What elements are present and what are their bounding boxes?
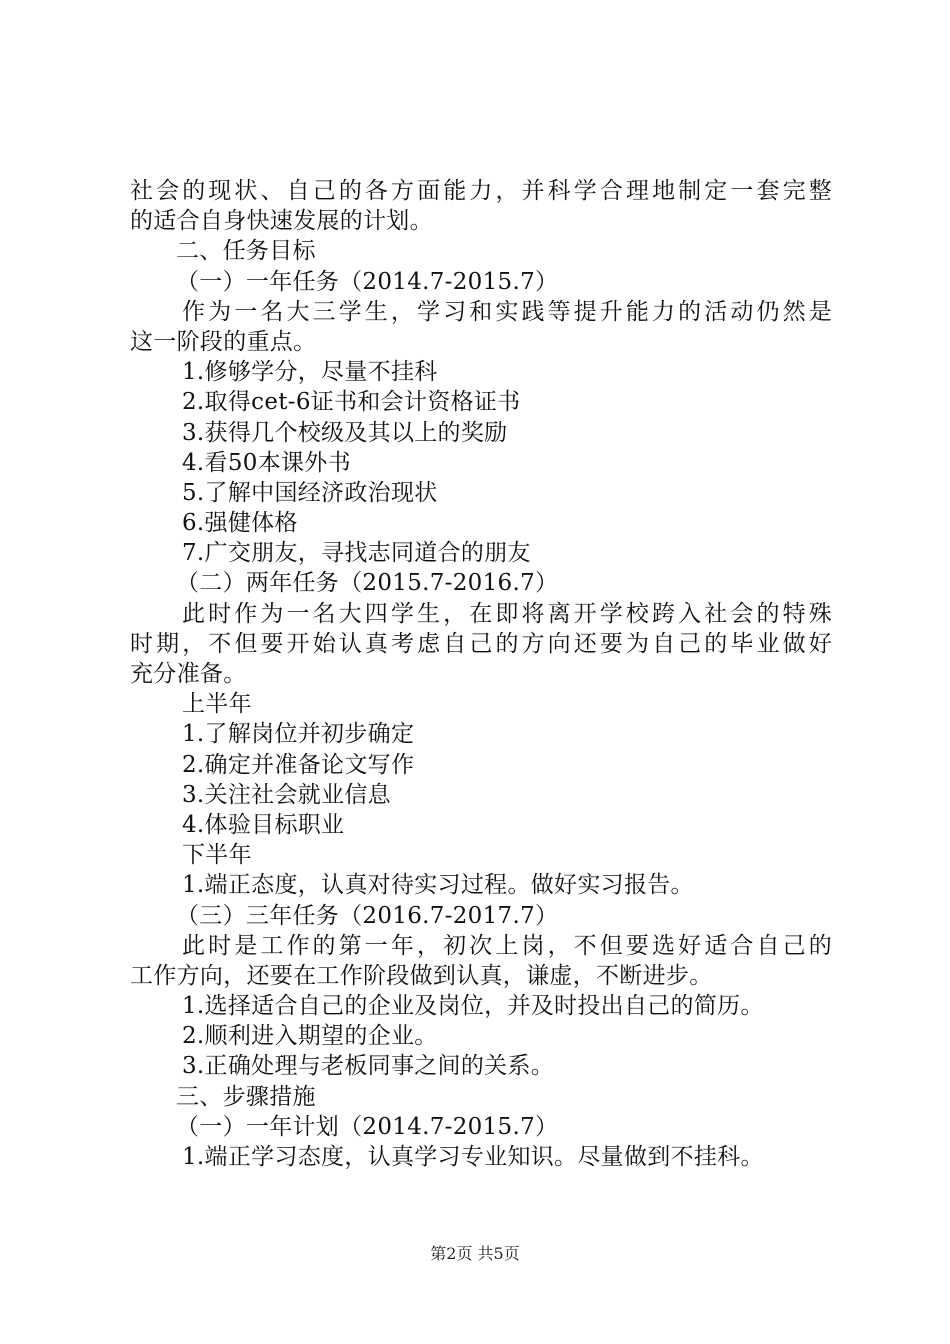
text-line: 三、步骤措施 — [176, 1083, 316, 1110]
text-line: 2.取得cet-6证书和会计资格证书 — [182, 389, 521, 416]
text-line: 此时作为一名大四学生，在即将离开学校跨入社会的特殊 — [182, 600, 832, 627]
text-line: 这一阶段的重点。 — [130, 328, 317, 355]
text-line: 工作方向，还要在工作阶段做到认真，谦虚，不断进步。 — [130, 962, 713, 989]
text-line: 2.顺利进入期望的企业。 — [182, 1023, 438, 1050]
text-line: 2.确定并准备论文写作 — [182, 751, 415, 778]
page-number: 第2页 共5页 — [430, 1244, 520, 1263]
text-line: 时期，不但要开始认真考虑自己的方向还要为自己的毕业做好 — [130, 630, 832, 657]
text-line: 3.正确处理与老板同事之间的关系。 — [182, 1053, 555, 1080]
text-line: 4.体验目标职业 — [182, 811, 345, 838]
text-line: 3.关注社会就业信息 — [182, 781, 391, 808]
text-line: 充分准备。 — [130, 661, 247, 687]
text-line: 6.强健体格 — [182, 510, 298, 537]
text-line: 1.修够学分，尽量不挂科 — [182, 359, 438, 386]
text-line: 下半年 — [182, 842, 252, 869]
document-body — [130, 176, 842, 1172]
text-line: 此时是工作的第一年，初次上岗，不但要选好适合自己的 — [182, 932, 832, 959]
text-line: 1.端正学习态度，认真学习专业知识。尽量做到不挂科。 — [182, 1144, 764, 1170]
text-line: 3.获得几个校级及其以上的奖励 — [182, 419, 508, 446]
page-footer — [0, 1244, 950, 1264]
text-line: 1.了解岗位并初步确定 — [182, 721, 415, 748]
text-line: 5.了解中国经济政治现状 — [182, 479, 438, 506]
text-line: 1.端正态度，认真对待实习过程。做好实习报告。 — [182, 872, 694, 899]
text-line: 1.选择适合自己的企业及岗位，并及时投出自己的简历。 — [182, 993, 764, 1020]
text-line: 4.看50本课外书 — [182, 449, 351, 476]
text-line: 上半年 — [182, 691, 252, 718]
text-line: （二）两年任务（2015.7-2016.7） — [176, 570, 559, 597]
text-line: （三）三年任务（2016.7-2017.7） — [176, 902, 559, 929]
text-line: 7.广交朋友，寻找志同道合的朋友 — [182, 540, 531, 567]
text-line: 作为一名大三学生，学习和实践等提升能力的活动仍然是 — [182, 298, 832, 325]
text-line: （一）一年计划（2014.7-2015.7） — [176, 1113, 559, 1140]
text-line: （一）一年任务（2014.7-2015.7） — [176, 268, 559, 295]
text-line: 社会的现状、自己的各方面能力，并科学合理地制定一套完整 — [130, 178, 832, 204]
text-line: 二、任务目标 — [176, 238, 316, 265]
text-line: 的适合自身快速发展的计划。 — [130, 208, 433, 235]
